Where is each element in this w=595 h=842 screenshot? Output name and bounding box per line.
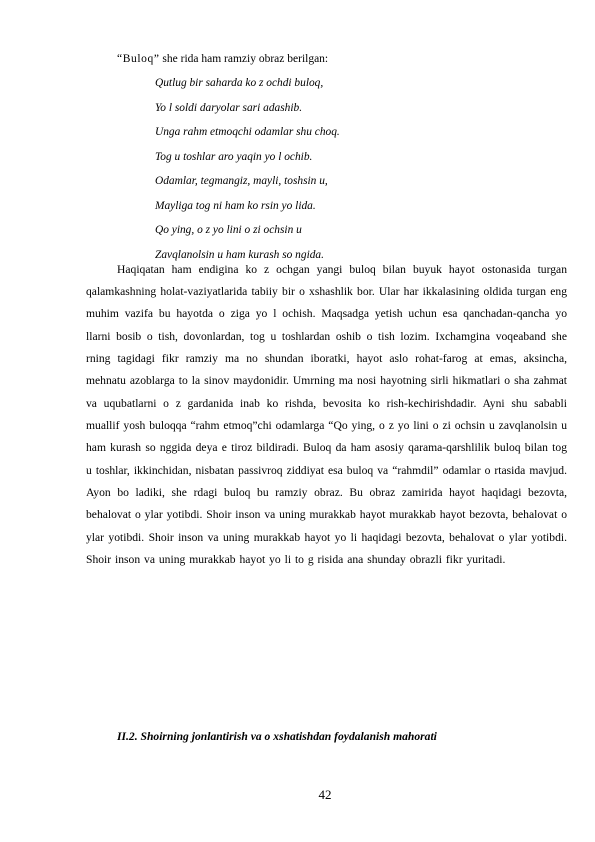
poem-line: Odamlar, tegmangiz, mayli, toshsin u, — [155, 175, 328, 187]
poem-line: Yo l soldi daryolar sari adashib. — [155, 101, 303, 114]
section-heading: II.2. Shoirning jonlantirish va o xshatishdan foydalanish mahorati — [117, 730, 437, 743]
intro-text: she rida ham ramziy obraz berilgan: — [159, 53, 329, 65]
poem-line: Tog u toshlar aro yaqin yo l ochib. — [155, 150, 313, 163]
page-number: 42 — [318, 787, 332, 802]
intro-line — [117, 49, 328, 69]
quoted-title: “Buloq” — [117, 53, 160, 65]
poem-line: Mayliga tog ni ham ko rsin yo lida. — [155, 199, 316, 212]
poem-line: Qo ying, o z yo lini o zi ochsin u — [155, 224, 302, 236]
poem-line: Qutlug bir saharda ko z ochdi buloq, — [155, 77, 324, 89]
poem-line: Unga rahm etmoqchi odamlar shu choq. — [155, 126, 340, 138]
body-paragraph: Haqiqatan ham endigina ko z ochgan yangi buloq bilan buyuk hayot ostonasida turgan qalamkashning holat-vaziyatlarida tabiiy bir o xshashlik bor. Ular har ikkalasining oldida turgan eng muhim vazifa bu hayotda o ziga yo l ochish. Maqsadga yetish uchun esa qanchadan-qancha yo llarni bosib o tish, dovonlardan, tog u toshlardan oshib o tish lozim. Ixchamgina voqeaband she rning tagidagi fikr ramziy ma no shundan iboratki, hayot aslo rohat-farog at emas, aksincha, mehnatu azoblarga to la sinov maydonidir. Umrning ma nosi hayotning sirli hikmatlari o sha zahmat va uqubatlarni o z gardanida inab ko rishda, bevosita ko rish-kechirishdadir. Ayni shu sababli muallif yosh buloqqa “rahm etmoq”chi odamlarga “Qo ying, o z yo lini o zi ochsin u zavqlanolsin u ham kurash so nggida deya e tiroz bildiradi. Buloq da ham asosiy qarama-qarshlilik buloq bilan tog u toshlar, ikkinchidan, nisbatan passivroq ziddiyat esa buloq va “rahmdil” odamlar o rtasida mavjud. Ayon bo ladiki, she rdagi buloq bu ramziy obraz. Bu obraz zamirida hayot haqidagi bezovta, behalovat o ylar yotibdi. Shoir inson va uning murakkab hayot murakkab hayot bezovta, behalovat o ylar yotibdi. Shoir inson va uning murakkab hayot yo li haqidagi bezovta, behalovat o ylar yotibdi. Shoir inson va uning murakkab hayot yo li to g risida ana shunday obrazli fikr yuritadi. — [86, 262, 567, 567]
poem-line: Zavqlanolsin u ham kurash so ngida. — [155, 248, 324, 261]
poem-block — [155, 71, 340, 267]
